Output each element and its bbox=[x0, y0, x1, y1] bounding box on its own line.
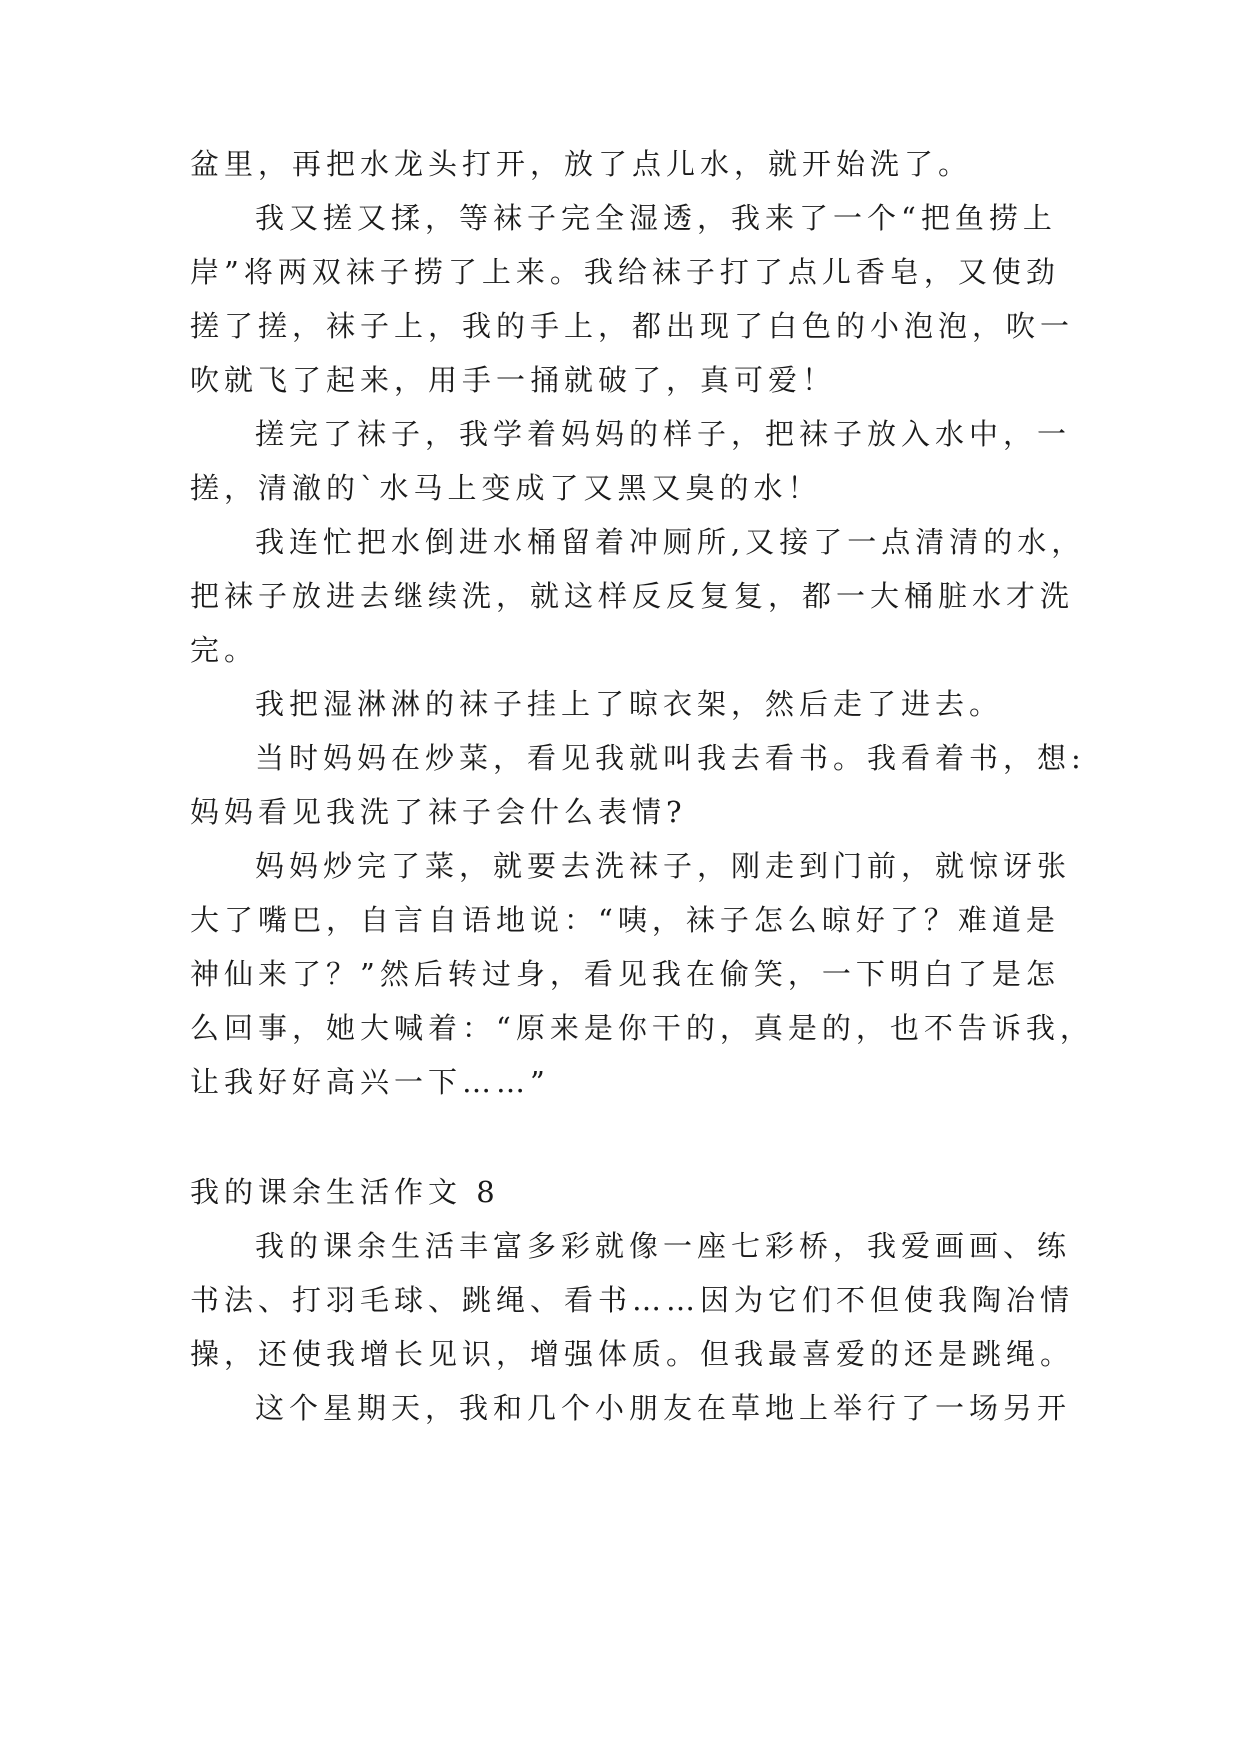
paragraph-first-line: 我把湿淋淋的袜子挂上了晾衣架，然后走了进去。 bbox=[255, 687, 1004, 721]
text-line: 么回事，她大喊着：“原来是你干的，真是的，也不告诉我， bbox=[190, 1011, 1094, 1045]
paragraph-first-line: 这个星期天，我和几个小朋友在草地上举行了一场另开 bbox=[255, 1391, 1072, 1425]
text-line: 神仙来了？”然后转过身，看见我在偷笑，一下明白了是怎 bbox=[190, 957, 1060, 991]
text-line: 盆里，再把水龙头打开，放了点儿水，就开始洗了。 bbox=[190, 147, 973, 181]
text-line: 操，还使我增长见识，增强体质。但我最喜爱的还是跳绳。 bbox=[190, 1337, 1075, 1371]
paragraph-first-line: 当时妈妈在炒菜，看见我就叫我去看书。我看着书，想: bbox=[255, 741, 1086, 775]
section-heading: 我的课余生活作文 8 bbox=[190, 1175, 500, 1209]
text-line: 大了嘴巴，自言自语地说：“咦，袜子怎么晾好了？难道是 bbox=[190, 903, 1060, 937]
text-line: 让我好好高兴一下……” bbox=[190, 1065, 550, 1099]
text-line: 妈妈看见我洗了袜子会什么表情? bbox=[190, 795, 687, 829]
paragraph-first-line: 我连忙把水倒进水桶留着冲厕所,又接了一点清清的水， bbox=[255, 525, 1086, 559]
paragraph-first-line: 搓完了袜子，我学着妈妈的样子，把袜子放入水中，一 bbox=[255, 417, 1072, 451]
text-line: 岸”将两双袜子捞了上来。我给袜子打了点儿香皂，又使劲 bbox=[190, 255, 1060, 289]
paragraph-first-line: 妈妈炒完了菜，就要去洗袜子，刚走到门前，就惊讶张 bbox=[255, 849, 1072, 883]
text-line: 书法、打羽毛球、跳绳、看书……因为它们不但使我陶冶情 bbox=[190, 1283, 1075, 1317]
paragraph-first-line: 我的课余生活丰富多彩就像一座七彩桥，我爱画画、练 bbox=[255, 1229, 1072, 1263]
text-line: 完。 bbox=[190, 633, 259, 667]
text-line: 把袜子放进去继续洗，就这样反反复复，都一大桶脏水才洗 bbox=[190, 579, 1075, 613]
text-line: 搓，清澈的`水马上变成了又黑又臭的水！ bbox=[190, 471, 822, 505]
text-line: 吹就飞了起来，用手一捅就破了，真可爱！ bbox=[190, 363, 837, 397]
text-line: 搓了搓，袜子上，我的手上，都出现了白色的小泡泡，吹一 bbox=[190, 309, 1075, 343]
paragraph-first-line: 我又搓又揉，等袜子完全湿透，我来了一个“把鱼捞上 bbox=[255, 201, 1057, 235]
